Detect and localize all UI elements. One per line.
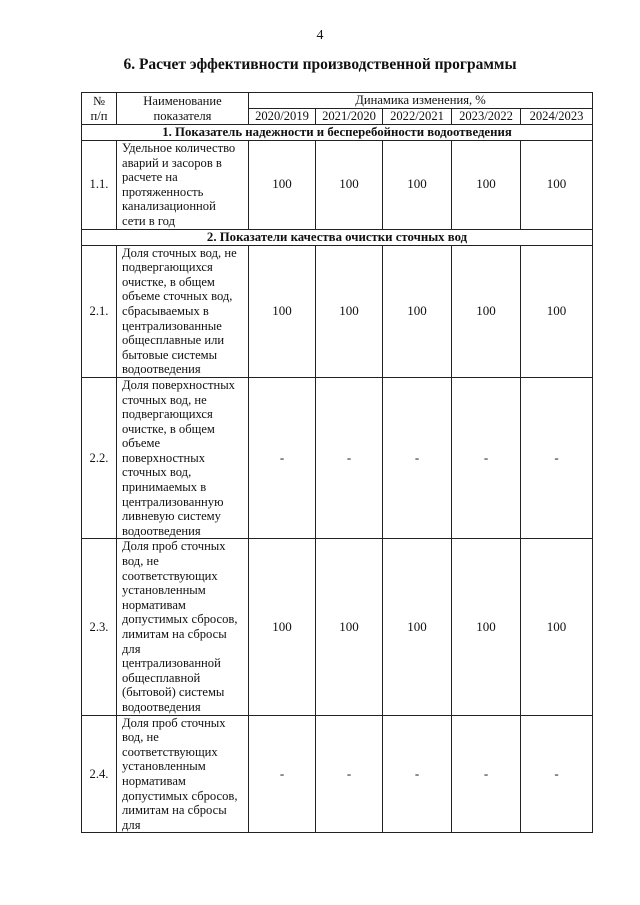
value-cell: - — [316, 377, 383, 539]
indicator-name — [117, 141, 249, 230]
table-header-row — [82, 93, 593, 109]
header-num-cell — [82, 93, 117, 125]
value-cell: 100 — [452, 539, 521, 715]
row-number: 1.1. — [82, 141, 117, 230]
value-cell: 100 — [249, 141, 316, 230]
indicator-name-line: установленным — [122, 583, 206, 598]
indicator-name-line: Доля сточных вод, не — [122, 245, 237, 260]
indicator-name-line: нормативам — [122, 597, 186, 612]
indicator-name-line: Удельное количество — [122, 141, 236, 155]
indicator-name-line: Доля проб сточных — [122, 715, 226, 730]
indicator-name-line: подвергающихся — [122, 260, 213, 275]
indicator-name — [117, 715, 249, 833]
indicator-name-line: поверхностных — [122, 450, 206, 465]
value-cell: - — [452, 377, 521, 539]
indicator-name-line: лимитам на сбросы — [122, 803, 227, 818]
indicator-name-line: централизованной — [122, 656, 221, 671]
indicator-name — [117, 539, 249, 715]
value-cell: - — [316, 715, 383, 833]
indicator-name-line: для — [122, 641, 141, 656]
value-cell: 100 — [383, 141, 452, 230]
indicator-name-line: принимаемых в — [122, 480, 207, 495]
indicator-name-line: сточных вод, — [122, 465, 192, 480]
row-number: 2.2. — [82, 377, 117, 539]
indicator-name-line: допустимых сбросов, — [122, 788, 238, 803]
indicator-name-line: Доля поверхностных — [122, 377, 235, 392]
value-cell: 100 — [316, 245, 383, 377]
value-cell: - — [452, 715, 521, 833]
row-number: 2.3. — [82, 539, 117, 715]
value-cell: 100 — [383, 539, 452, 715]
header-year: 2022/2021 — [383, 109, 452, 125]
value-cell: - — [249, 715, 316, 833]
page-title: 6. Расчет эффективности производственной программы — [123, 56, 517, 73]
value-cell: - — [521, 715, 593, 833]
header-num-line1: № — [92, 93, 106, 108]
indicator-name-line: подвергающихся — [122, 407, 213, 422]
value-cell: 100 — [383, 245, 452, 377]
indicator-name-line: водоотведения — [122, 699, 201, 714]
row-number: 2.4. — [82, 715, 117, 833]
indicator-name-line: объеме сточных вод, — [122, 289, 233, 304]
indicator-name-line: протяженность — [122, 184, 204, 199]
indicator-name-line: водоотведения — [122, 523, 201, 538]
header-num-line2: п/п — [90, 108, 108, 123]
header-name-line2: показателя — [153, 108, 212, 123]
indicator-name-line: очистке, в общем — [122, 274, 215, 289]
indicator-name-line: общесплавной — [122, 670, 201, 685]
indicator-name-line: общесплавные или — [122, 333, 225, 348]
header-year: 2021/2020 — [316, 109, 383, 125]
indicator-name-line: расчете на — [122, 170, 178, 185]
indicator-name-line: очистке, в общем — [122, 421, 215, 436]
section-row — [82, 125, 593, 141]
indicator-name-line: бытовые системы — [122, 347, 218, 362]
indicator-name-line: централизованную — [122, 494, 224, 509]
table-row — [82, 715, 593, 833]
indicator-name-line: соответствующих — [122, 568, 218, 583]
header-year: 2020/2019 — [249, 109, 316, 125]
header-year: 2024/2023 — [521, 109, 593, 125]
value-cell: 100 — [452, 141, 521, 230]
indicator-name-line: сбрасываемых в — [122, 303, 209, 318]
header-dynamics: Динамика изменения, % — [249, 93, 593, 109]
indicator-name-line: объеме — [122, 436, 161, 451]
value-cell: - — [249, 377, 316, 539]
indicator-name-line: установленным — [122, 759, 206, 774]
indicator-name — [117, 377, 249, 539]
page-number: 4 — [316, 28, 324, 43]
indicator-name-line: водоотведения — [122, 362, 201, 377]
indicator-name-line: (бытовой) системы — [122, 685, 225, 700]
table-row — [82, 141, 593, 230]
value-cell: - — [383, 377, 452, 539]
value-cell: 100 — [521, 141, 593, 230]
header-year: 2023/2022 — [452, 109, 521, 125]
efficiency-table — [81, 92, 593, 833]
table-row — [82, 539, 593, 715]
indicator-name-line: канализационной — [122, 199, 216, 214]
indicator-name-line: ливневую систему — [122, 509, 221, 524]
indicator-name-line: вод, не — [122, 730, 159, 745]
value-cell: 100 — [249, 539, 316, 715]
value-cell: 100 — [452, 245, 521, 377]
value-cell: 100 — [316, 539, 383, 715]
indicator-name-line: сети в год — [122, 213, 176, 228]
value-cell: - — [521, 377, 593, 539]
value-cell: 100 — [521, 539, 593, 715]
row-number: 2.1. — [82, 245, 117, 377]
table-row — [82, 245, 593, 377]
value-cell: 100 — [521, 245, 593, 377]
section-title: 2. Показатели качества очистки сточных вод — [82, 229, 593, 245]
value-cell: 100 — [249, 245, 316, 377]
section-title: 1. Показатель надежности и бесперебойности водоотведения — [82, 125, 593, 141]
indicator-name-line: централизованные — [122, 318, 222, 333]
table-row — [82, 377, 593, 539]
indicator-name-line: для — [122, 817, 141, 832]
indicator-name-line: сточных вод, не — [122, 392, 207, 407]
indicator-name-line: вод, не — [122, 554, 159, 569]
section-row — [82, 229, 593, 245]
indicator-name — [117, 245, 249, 377]
indicator-name-line: соответствующих — [122, 744, 218, 759]
header-name-line1: Наименование — [143, 93, 222, 108]
indicator-name-line: допустимых сбросов, — [122, 612, 238, 627]
indicator-name-line: Доля проб сточных — [122, 539, 226, 554]
indicator-name-line: аварий и засоров в — [122, 155, 222, 170]
header-name-cell — [117, 93, 249, 125]
indicator-name-line: лимитам на сбросы — [122, 627, 227, 641]
indicator-name-line: нормативам — [122, 773, 186, 788]
value-cell: - — [383, 715, 452, 833]
value-cell: 100 — [316, 141, 383, 230]
